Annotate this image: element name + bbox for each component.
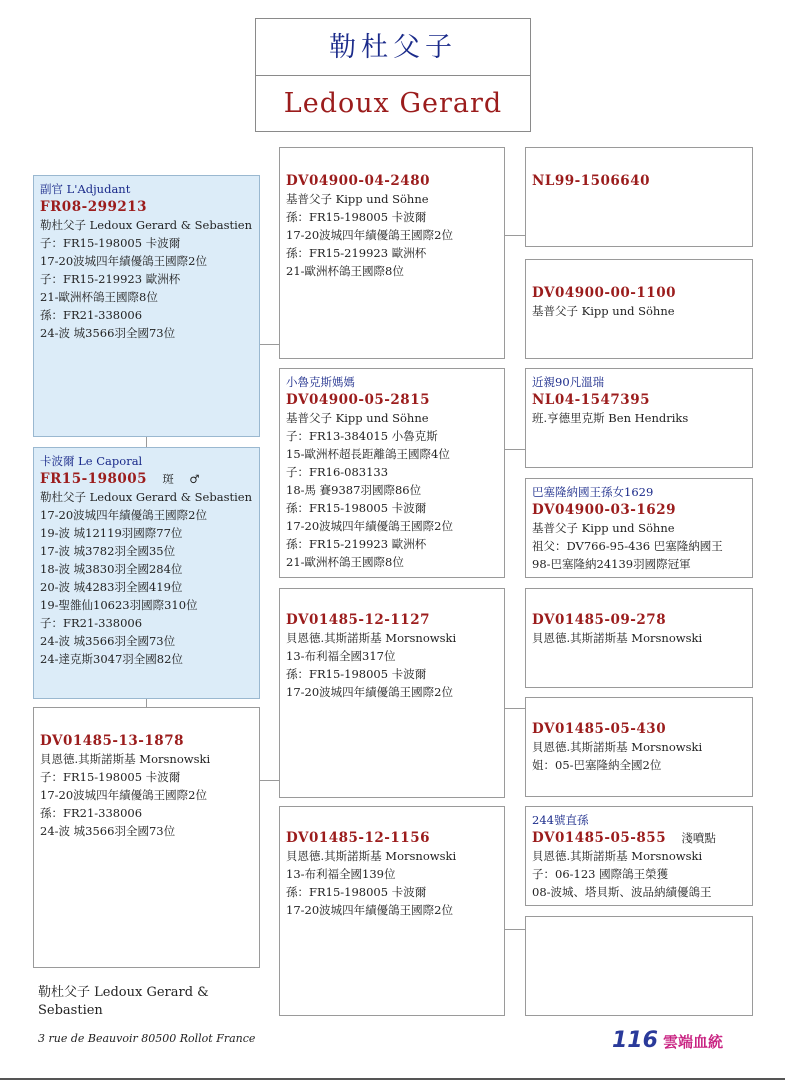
great-grandparent-ring: NL99-1506640 bbox=[532, 173, 650, 189]
connector-line bbox=[146, 699, 147, 707]
sire-line: 17-20波城四年績優鴿王國際2位 bbox=[40, 254, 207, 268]
sire-line: 勒杜父子 Ledoux Gerard & Sebastien bbox=[40, 218, 252, 232]
great-grandparent-line: 貝恩德.其斯諾斯基 Morsnowski bbox=[532, 740, 703, 754]
great-grandparent-card bbox=[525, 806, 753, 906]
logo-number: 116 bbox=[612, 1028, 658, 1053]
connector-line bbox=[505, 708, 525, 709]
grandparent-line: 13-布利福全國139位 bbox=[286, 867, 396, 881]
logo-text: 雲端血統 bbox=[663, 1033, 724, 1051]
connector-line bbox=[505, 929, 525, 930]
site-logo bbox=[612, 1028, 723, 1056]
great-grandparent-ring: NL04-1547395 bbox=[532, 392, 650, 408]
great-grandparent-label: 244號直孫 bbox=[532, 813, 589, 827]
grandparent-line: 孫：FR15-198005 卡波爾 bbox=[286, 501, 427, 515]
footer-address: 3 rue de Beauvoir 80500 Rollot France bbox=[38, 1032, 256, 1045]
great-grandparent-ring: DV04900-03-1629 bbox=[532, 502, 676, 518]
great-grandparent-line: 基普父子 Kipp und Söhne bbox=[532, 304, 675, 318]
great-grandparent-label: 巴塞隆納國王孫女1629 bbox=[532, 485, 654, 499]
dam-card bbox=[33, 707, 260, 968]
great-grandparent-line: 祖父：DV766-95-436 巴塞隆納國王 bbox=[532, 539, 723, 553]
connector-line bbox=[146, 437, 147, 447]
great-grandparent-line: 98-巴塞隆納24139羽國際冠軍 bbox=[532, 557, 691, 571]
sire-label: 副官 L'Adjudant bbox=[40, 182, 131, 196]
grandparent-ring: DV04900-04-2480 bbox=[286, 173, 430, 189]
grandparent-line: 15-歐洲杯超長距離鴿王國際4位 bbox=[286, 447, 450, 461]
subject-card bbox=[33, 447, 260, 699]
subject-sex-icon: ♂ bbox=[189, 472, 200, 486]
grandparent-card bbox=[279, 147, 505, 359]
sire-card bbox=[33, 175, 260, 437]
connector-line bbox=[260, 780, 279, 781]
great-grandparent-ring: DV01485-09-278 bbox=[532, 612, 667, 628]
subject-line: 17-20波城四年績優鴿王國際2位 bbox=[40, 508, 207, 522]
connector-line bbox=[505, 449, 525, 450]
subject-line: 20-波 城4283羽全國419位 bbox=[40, 580, 183, 594]
great-grandparent-color: 淺噴點 bbox=[681, 831, 716, 845]
bottom-divider bbox=[0, 1078, 785, 1080]
sire-line: 21-歐洲杯鴿王國際8位 bbox=[40, 290, 158, 304]
great-grandparent-card bbox=[525, 588, 753, 688]
sire-line: 子：FR15-219923 歐洲杯 bbox=[40, 272, 181, 286]
great-grandparent-ring: DV01485-05-855 bbox=[532, 830, 667, 846]
grandparent-line: 21-歐洲杯鴿王國際8位 bbox=[286, 264, 404, 278]
subject-line: 19-聖雒仙10623羽國際310位 bbox=[40, 598, 198, 612]
great-grandparent-line: 班.亨德里克斯 Ben Hendriks bbox=[532, 411, 689, 425]
grandparent-line: 貝恩德.其斯諾斯基 Morsnowski bbox=[286, 849, 457, 863]
subject-line: 24-達克斯3047羽全國82位 bbox=[40, 652, 183, 666]
grandparent-ring: DV04900-05-2815 bbox=[286, 392, 430, 408]
subject-line: 19-波 城12119羽國際77位 bbox=[40, 526, 183, 540]
sire-ring: FR08-299213 bbox=[40, 199, 148, 215]
grandparent-card bbox=[279, 588, 505, 798]
grandparent-line: 子：FR16-083133 bbox=[286, 465, 389, 479]
grandparent-label: 小魯克斯媽媽 bbox=[286, 375, 355, 389]
connector-line bbox=[260, 344, 279, 345]
great-grandparent-line: 基普父子 Kipp und Söhne bbox=[532, 521, 675, 535]
grandparent-line: 孫：FR15-219923 歐洲杯 bbox=[286, 246, 427, 260]
subject-ring: FR15-198005 bbox=[40, 471, 148, 487]
grandparent-line: 17-20波城四年績優鴿王國際2位 bbox=[286, 519, 453, 533]
subject-line: 子：FR21-338006 bbox=[40, 616, 143, 630]
great-grandparent-ring: DV01485-05-430 bbox=[532, 721, 667, 737]
sire-line: 孫：FR21-338006 bbox=[40, 308, 143, 322]
sire-line: 子：FR15-198005 卡波爾 bbox=[40, 236, 181, 250]
dam-line: 24-波 城3566羽全國73位 bbox=[40, 824, 176, 838]
sire-line: 24-波 城3566羽全國73位 bbox=[40, 326, 176, 340]
dam-line: 子：FR15-198005 卡波爾 bbox=[40, 770, 181, 784]
subject-label: 卡波爾 Le Caporal bbox=[40, 454, 143, 468]
grandparent-line: 17-20波城四年績優鴿王國際2位 bbox=[286, 228, 453, 242]
grandparent-line: 基普父子 Kipp und Söhne bbox=[286, 192, 429, 206]
great-grandparent-card-empty bbox=[525, 916, 753, 1016]
connector-line bbox=[505, 235, 525, 236]
subject-line: 17-波 城3782羽全國35位 bbox=[40, 544, 176, 558]
grandparent-line: 孫：FR15-198005 卡波爾 bbox=[286, 667, 427, 681]
grandparent-line: 21-歐洲杯鴿王國際8位 bbox=[286, 555, 404, 569]
subject-line: 24-波 城3566羽全國73位 bbox=[40, 634, 176, 648]
dam-line: 17-20波城四年績優鴿王國際2位 bbox=[40, 788, 207, 802]
grandparent-line: 17-20波城四年績優鴿王國際2位 bbox=[286, 685, 453, 699]
great-grandparent-line: 08-波城、塔貝斯、波品納績優鴿王 bbox=[532, 885, 712, 899]
grandparent-ring: DV01485-12-1127 bbox=[286, 612, 430, 628]
dam-ring: DV01485-13-1878 bbox=[40, 733, 184, 749]
pedigree-title-box bbox=[255, 18, 531, 132]
great-grandparent-ring: DV04900-00-1100 bbox=[532, 285, 676, 301]
great-grandparent-label: 近親90凡溫瑞 bbox=[532, 375, 605, 389]
grandparent-card bbox=[279, 368, 505, 578]
great-grandparent-line: 姐：05-巴塞隆納全國2位 bbox=[532, 758, 662, 772]
great-grandparent-card bbox=[525, 478, 753, 578]
grandparent-line: 17-20波城四年績優鴿王國際2位 bbox=[286, 903, 453, 917]
dam-line: 孫：FR21-338006 bbox=[40, 806, 143, 820]
grandparent-line: 子：FR13-384015 小魯克斯 bbox=[286, 429, 438, 443]
great-grandparent-card bbox=[525, 697, 753, 797]
grandparent-line: 基普父子 Kipp und Söhne bbox=[286, 411, 429, 425]
subject-color: 斑 bbox=[162, 472, 174, 486]
grandparent-line: 13-布利福全國317位 bbox=[286, 649, 396, 663]
great-grandparent-line: 貝恩德.其斯諾斯基 Morsnowski bbox=[532, 631, 703, 645]
great-grandparent-line: 貝恩德.其斯諾斯基 Morsnowski bbox=[532, 849, 703, 863]
grandparent-line: 孫：FR15-198005 卡波爾 bbox=[286, 885, 427, 899]
grandparent-line: 孫：FR15-219923 歐洲杯 bbox=[286, 537, 427, 551]
grandparent-line: 貝恩德.其斯諾斯基 Morsnowski bbox=[286, 631, 457, 645]
dam-line: 貝恩德.其斯諾斯基 Morsnowski bbox=[40, 752, 211, 766]
great-grandparent-line: 子：06-123 國際鴿王榮獲 bbox=[532, 867, 669, 881]
subject-line: 18-波 城3830羽全國284位 bbox=[40, 562, 183, 576]
grandparent-line: 孫：FR15-198005 卡波爾 bbox=[286, 210, 427, 224]
great-grandparent-card bbox=[525, 368, 753, 468]
footer-breeder-name: 勒杜父子 Ledoux Gerard & Sebastien bbox=[38, 985, 209, 1018]
grandparent-card bbox=[279, 806, 505, 1016]
subject-line: 勒杜父子 Ledoux Gerard & Sebastien bbox=[40, 490, 252, 504]
great-grandparent-card bbox=[525, 259, 753, 359]
great-grandparent-card bbox=[525, 147, 753, 247]
grandparent-line: 18-馬 賽9387羽國際86位 bbox=[286, 483, 422, 497]
breeder-title-en: Ledoux Gerard bbox=[283, 88, 503, 119]
grandparent-ring: DV01485-12-1156 bbox=[286, 830, 430, 846]
breeder-title-cn: 勒杜父子 bbox=[256, 19, 530, 76]
